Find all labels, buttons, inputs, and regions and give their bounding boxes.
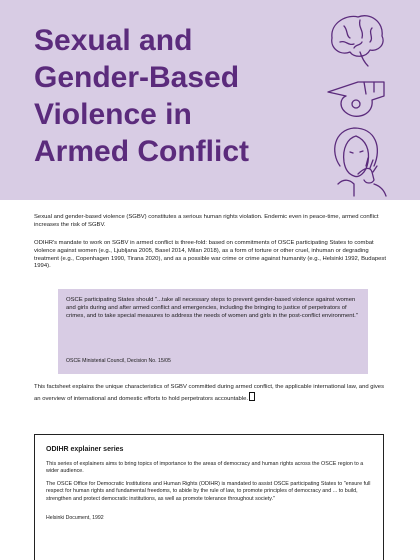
explainer-source: Helsinki Document, 1992 bbox=[46, 515, 104, 521]
explainer-paragraph-2: The OSCE Office for Democratic Institutions and Human Rights (ODIHR) is mandated to assist OSCE participating States to "ensure full respect for human rights and fundamental freedoms, to abide by the rule of law, to promote principles of democracy and ... to build, strengthen and protect democratic institutions, as well as promote tolerance throughout society." bbox=[46, 481, 371, 502]
brain-icon bbox=[318, 8, 394, 70]
quote-box bbox=[58, 289, 368, 374]
factsheet-paragraph bbox=[34, 384, 386, 404]
text-cursor bbox=[249, 392, 255, 401]
quote-text: OSCE participating States should "...take all necessary steps to prevent gender-based violence against women and girls during and after armed conflict and emergencies, including the bringing to justice of perpetrators of crimes, and to take special measures to address the needs of women and girls in the post-conflict environment." bbox=[66, 297, 358, 319]
page-title: Sexual and Gender-Based Violence in Armed Conflict bbox=[34, 24, 250, 168]
explainer-paragraph-1: This series of explainers aims to bring topics of importance to the areas of democracy and human rights across the OSCE region to a wider audience. bbox=[46, 461, 364, 475]
mandate-paragraph: ODIHR's mandate to work on SGBV in armed conflict is three-fold: based on commitments of OSCE participating States to combat violence against women (e.g., Ljubljana 2005, Basel 2014, Milan 2018), as a form of torture or other cruel, inhuman or degrading treatment (e.g., Copenhagen 1990, Tirana 2020), and as a possible war crime or crime against humanity (e.g., Helsinki 1992, Budapest 1994). bbox=[34, 240, 386, 270]
quote-source: OSCE Ministerial Council, Decision No. 15/05 bbox=[66, 358, 171, 364]
distressed-woman-icon bbox=[318, 122, 394, 198]
intro-paragraph: Sexual and gender-based violence (SGBV) constitutes a serious human rights violation. Endemic even in peace-time, armed conflict increases the risk of SGBV. bbox=[34, 214, 379, 228]
header-band bbox=[0, 0, 420, 200]
whistle-icon bbox=[318, 70, 394, 122]
factsheet-text: This factsheet explains the unique characteristics of SGBV committed during armed conflict, the applicable international law, and gives an overview of international and domestic efforts to hold perpetrators accountable. bbox=[34, 384, 385, 402]
icon-column bbox=[318, 8, 394, 198]
explainer-box bbox=[34, 434, 384, 560]
explainer-heading: ODIHR explainer series bbox=[46, 446, 124, 453]
